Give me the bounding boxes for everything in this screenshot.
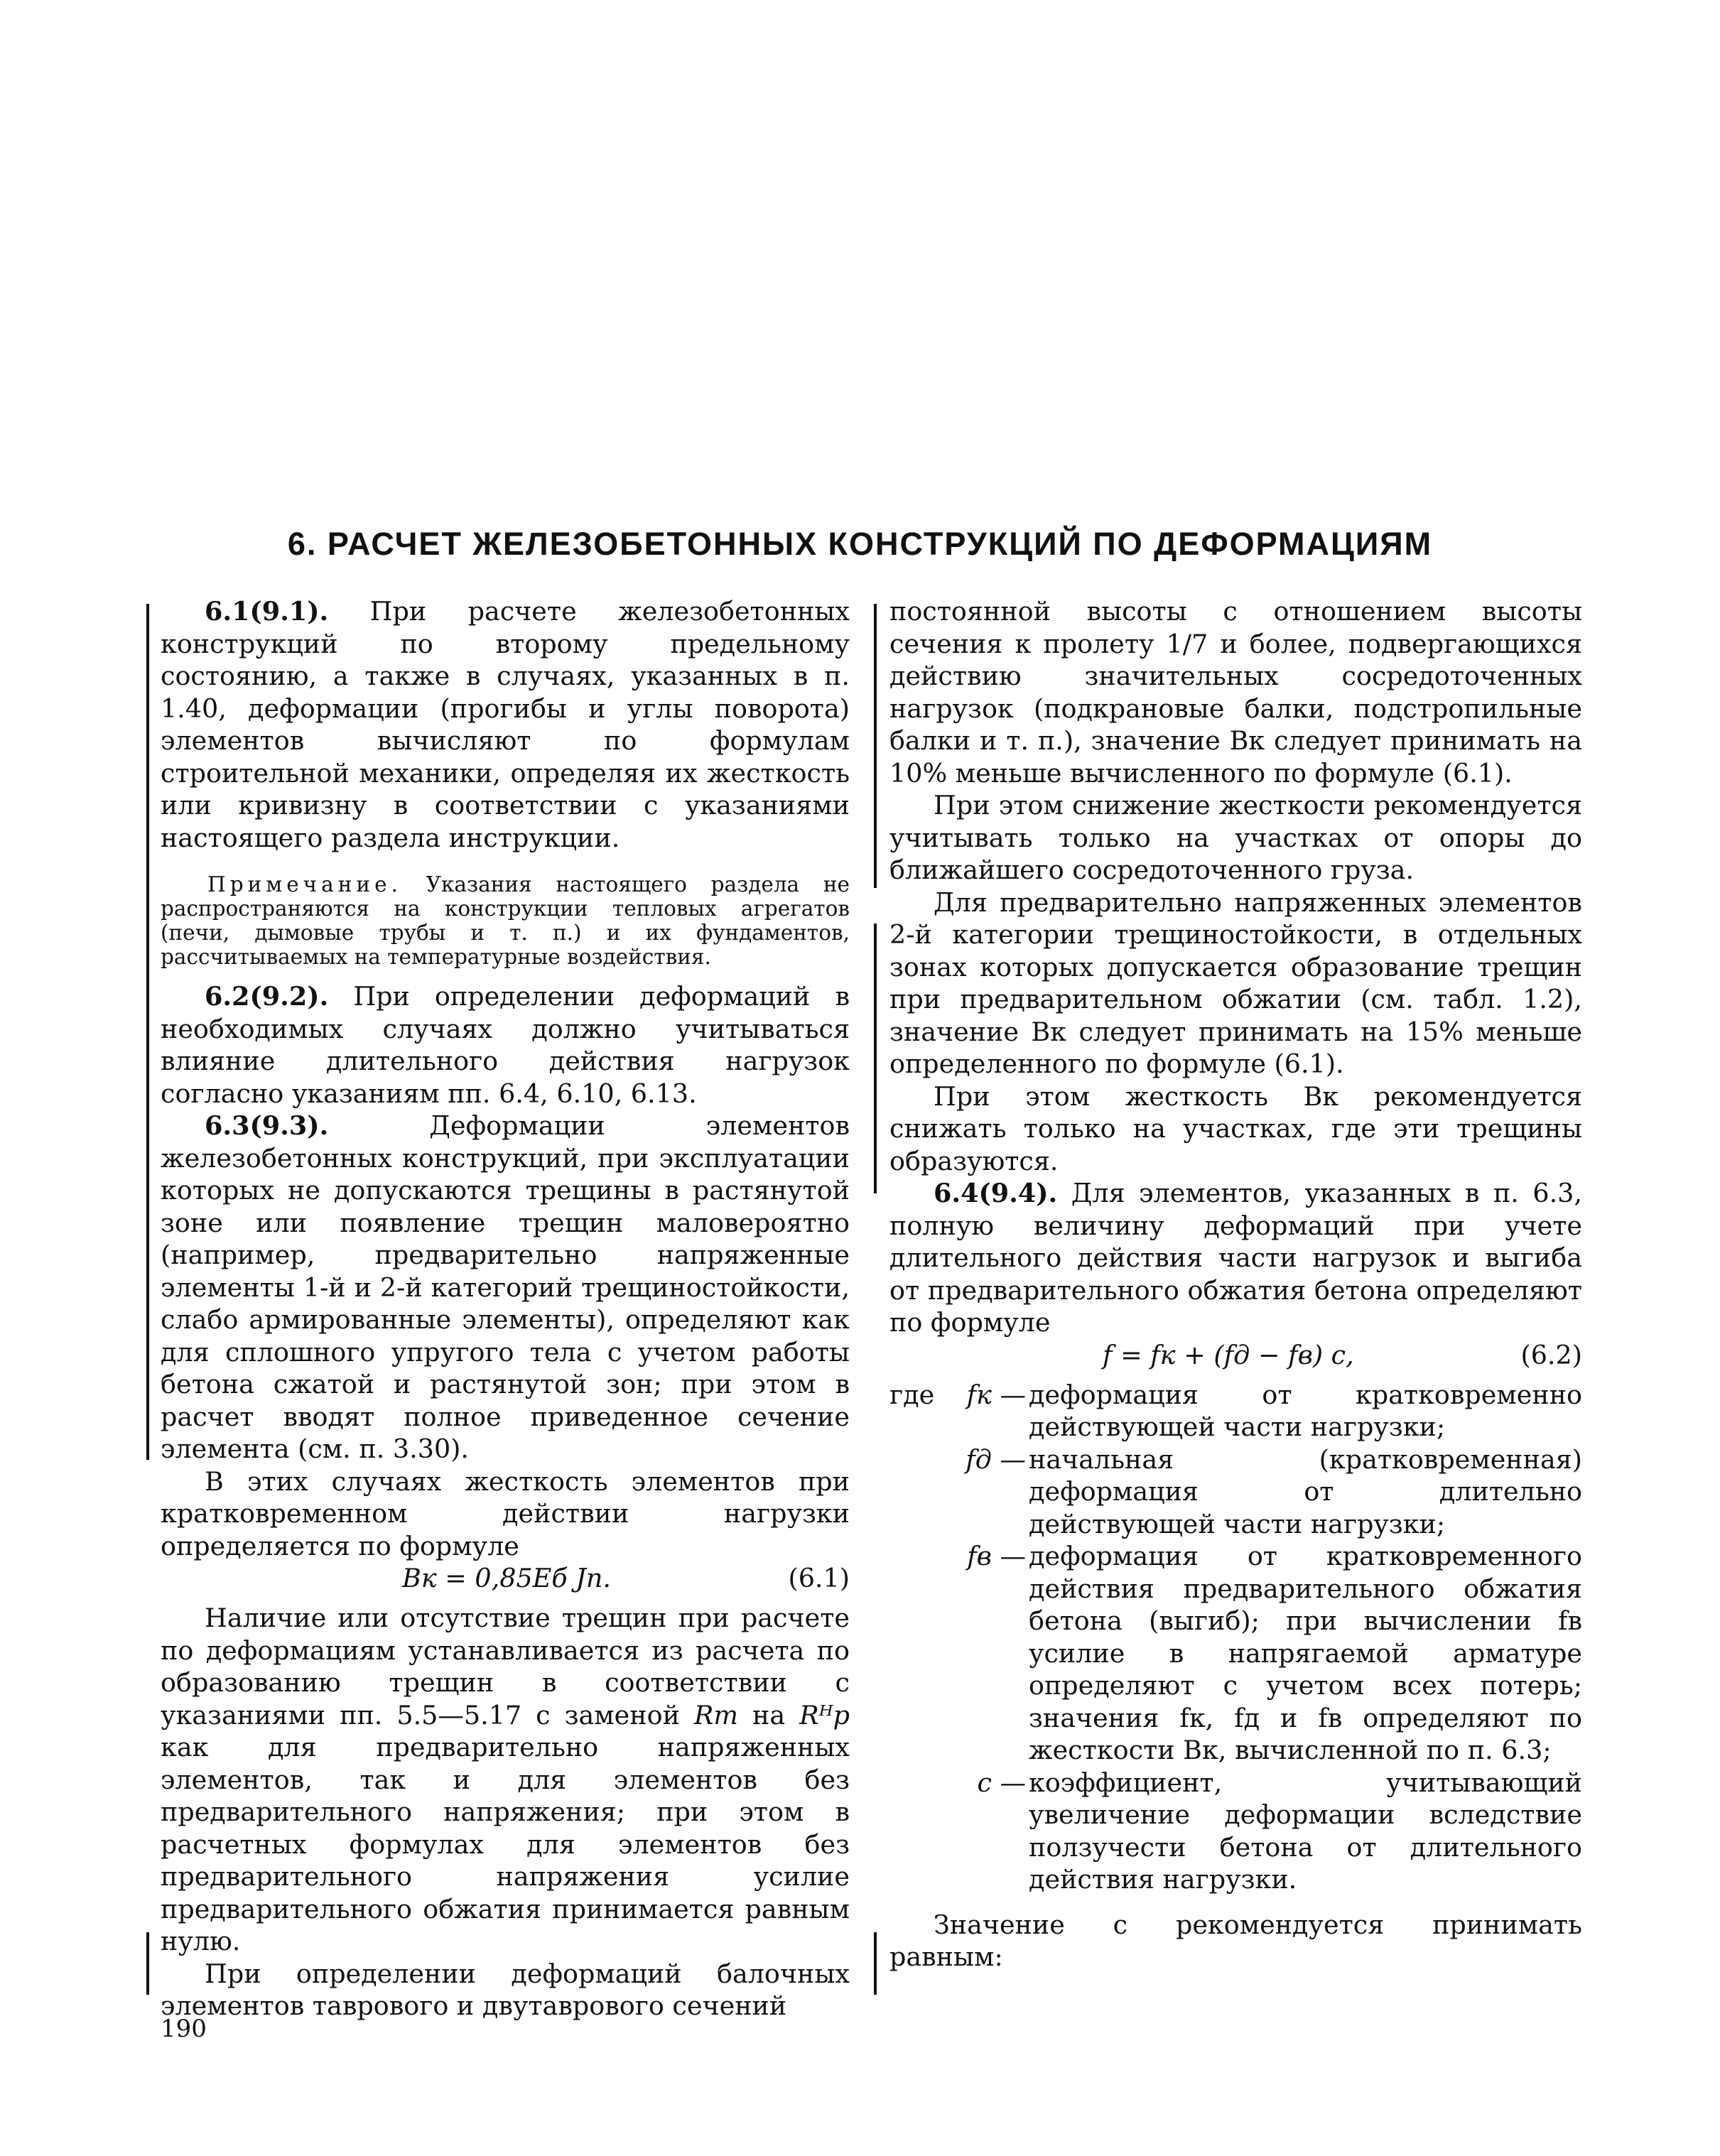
note-text: Указания настоящего раздела не распространяются на конструкции тепловых агрегатов (печи, дымовые трубы и т. п.) и их фундаментов, рассчитываемых на температурные воздействия. [161, 872, 850, 969]
where-word: где [889, 1379, 935, 1410]
left-margin-bar-1 [146, 604, 149, 1460]
paragraph-text: При определении деформаций в необходимых случаях должно учитываться влияние длительного действия нагрузок согласно указаниям пп. 6.4, 6.10, 6.13. [161, 981, 850, 1109]
section-number: 6.4(9.4). [934, 1178, 1058, 1208]
paragraph: Для предварительно напряженных элементов 2-й категории трещиностойкости, в отдельных зонах которых допускается образование трещин при предварительном обжатии (см. табл. 1.2), значение Bк следует принимать на 15% меньше определенного по формуле (6.1). [889, 887, 1582, 1079]
paragraph-6-4 [889, 1177, 1582, 1339]
section-number: 6.3(9.3). [205, 1110, 329, 1141]
formula-expression: f = fк + (fд − fв) c, [1103, 1339, 1354, 1370]
paragraph: При этом жесткость Bк рекомендуется снижать только на участках, где эти трещины образуются. [889, 1080, 1582, 1176]
paragraph: Наличие или отсутствие трещин при расчете по деформациям устанавливается из расчета по образованию трещин в соответствии с указаниями пп. 5.5—5.17 с заменой Rт на Rᴴр как для предварительно напряженных элементов, так и для элементов без предварительного напряжения; при этом в расчетных формулах для элементов без предварительного напряжения усилие предварительного обжатия принимается равным нулю. [161, 1603, 850, 1956]
page-number: 190 [161, 2015, 207, 2043]
symbol-rt: Rт [693, 1699, 738, 1730]
note [161, 872, 850, 969]
formula-6-2 [889, 1339, 1582, 1379]
paragraph-text: При расчете железобетонных конструкций по второму предельному состоянию, а также в случаях, указанных в п. 1.40, деформации (прогибы и углы поворота) элементов вычисляют по формулам строительной механики, определяя их жесткость или кривизну в соответствии с указаниями настоящего раздела инструкции. [161, 596, 850, 853]
formula-number: (6.1) [788, 1563, 850, 1593]
definition-symbol: fв — [967, 1541, 1026, 1571]
definition-symbol: c — [977, 1767, 1026, 1798]
paragraph-text: Деформации элементов железобетонных конструкций, при эксплуатации которых не допускаются трещины в растянутой зоне или появление трещин маловероятно (например, предварительно напряженные элементы 1-й и 2-й категорий трещиностойкости, слабо армированные элементы), определяют как для сплошного упругого тела с учетом работы бетона сжатой и растянутой зон; при этом в расчет вводят полное приведенное сечение элемента (см. п. 3.30). [161, 1110, 850, 1464]
right-column [889, 595, 1582, 1973]
definition-symbol: fд — [966, 1443, 1026, 1475]
definition-symbol: fк — [966, 1379, 1026, 1410]
paragraph-6-3 [161, 1110, 850, 1466]
definition-item [889, 1767, 1582, 1896]
definition-text: деформация от кратковременного действия предварительного обжатия бетона (выгиб); при вычислении fв усилие в напрягаемой арматуре определяют с учетом всех потерь; значения fк, fд и fв определяют по жесткости Bк, вычисленной по п. 6.3; [1029, 1541, 1582, 1765]
definitions-list [889, 1379, 1582, 1896]
paragraph: При этом снижение жесткости рекомендуется учитывать только на участках от опоры до ближайшего сосредоточенного груза. [889, 790, 1582, 885]
definition-item [889, 1540, 1582, 1767]
chapter-heading: 6. РАСЧЕТ ЖЕЛЕЗОБЕТОННЫХ КОНСТРУКЦИЙ ПО ДЕФОРМАЦИЯМ [287, 526, 1433, 562]
center-margin-bar-2 [874, 923, 877, 1193]
center-margin-bar-1 [874, 604, 877, 888]
formula-expression: Bк = 0,85Eб Jп. [402, 1563, 611, 1593]
formula-number: (6.2) [1520, 1339, 1582, 1370]
definition-item [889, 1379, 1582, 1443]
paragraph: При определении деформаций балочных элементов таврового и двутаврового сечений [161, 1958, 850, 2021]
definition-text: начальная (кратковременная) деформация от длительно действующей части нагрузки; [1029, 1443, 1582, 1539]
center-margin-bar-3 [874, 1932, 877, 1995]
left-column [161, 595, 850, 2022]
definition-text: деформация от кратковременно действующей части нагрузки; [1029, 1379, 1582, 1442]
paragraph-6-2 [161, 980, 850, 1110]
paragraph: В этих случаях жесткость элементов при кратковременном действии нагрузки определяется по формуле [161, 1466, 850, 1561]
symbol-rp: Rᴴр [799, 1699, 850, 1730]
definition-item [889, 1443, 1582, 1541]
section-number: 6.2(9.2). [205, 981, 329, 1012]
paragraph-6-1 [161, 595, 850, 854]
note-label: Примечание. [207, 872, 402, 896]
paragraph-text: Для элементов, указанных в п. 6.3, полную величину деформаций при учете длительного действия части нагрузок и выгиба от предварительного обжатия бетона определяют по формуле [889, 1178, 1582, 1338]
formula-6-1 [161, 1562, 850, 1602]
section-number: 6.1(9.1). [205, 596, 329, 627]
left-margin-bar-2 [146, 1932, 149, 1995]
paragraph: Значение c рекомендуется принимать равным: [889, 1909, 1582, 1972]
definition-text: коэффициент, учитывающий увеличение деформации вследствие ползучести бетона от длительного действия нагрузки. [1029, 1767, 1582, 1895]
paragraph: постоянной высоты с отношением высоты сечения к пролету 1/7 и более, подвергающихся действию значительных сосредоточенных нагрузок (подкрановые балки, подстропильные балки и т. п.), значение Bк следует принимать на 10% меньше вычисленного по формуле (6.1). [889, 596, 1582, 789]
